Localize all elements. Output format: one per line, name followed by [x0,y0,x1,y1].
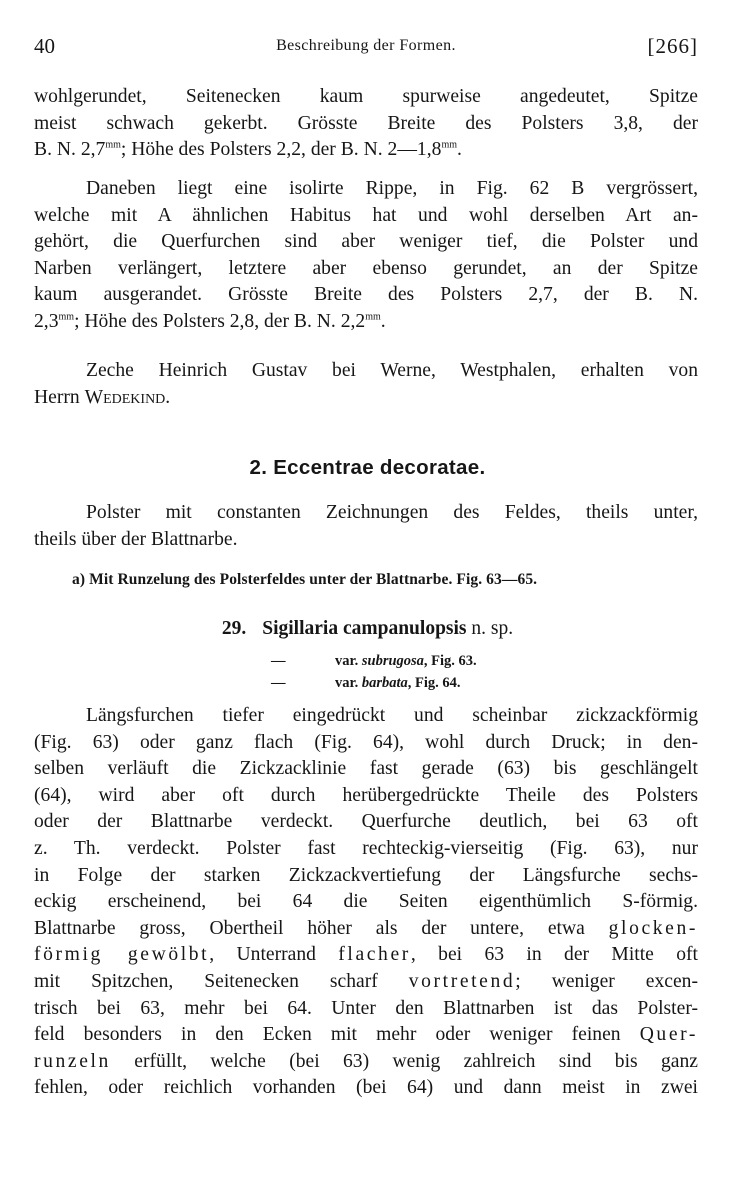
text-line: Narben verlängert, letztere aber ebenso gerundet, an der Spitze [34,257,698,279]
spaced-term: Quer- [639,1024,698,1046]
paragraph-section-intro [34,500,698,553]
running-title: Beschreibung der Formen. [276,37,456,54]
variety-name: subrugosa [361,653,424,669]
text-line: welche mit A ähnlichen Habitus hat und wohl derselben Art an- [34,204,698,226]
paragraph-continuation [34,84,698,164]
text-line: gehört, die Querfurchen sind aber weniger tief, die Polster und [34,231,698,253]
text-line: theils über der Blattnarbe. [34,528,238,550]
text-line: feld besonders in den Ecken mit mehr oder weniger feinen Quer- [34,1024,698,1046]
text-line: meist schwach gekerbt. Grösste Breite des Polsters 3,8, der [34,112,698,134]
section-heading: 2. Eccentrae decoratae. [249,456,486,479]
variety-name: barbata [361,675,408,691]
text-line: trisch bei 63, mehr bei 64. Unter den Blattnarben ist das Polster- [34,997,698,1019]
text-line: mit Spitzchen, Seitenecken scharf vortretend; weniger excen- [34,970,698,992]
spaced-term: flacher [338,944,411,966]
text-line: in Folge der starken Zickzackvertiefung der Längsfurche sechs- [34,864,698,886]
spaced-term: glocken- [608,917,698,939]
variety-line: — var. barbata, Fig. 64. [271,675,461,691]
text-line: kaum ausgerandet. Grösste Breite des Polsters 2,7, der B. N. [34,284,698,306]
paragraph-species-description [34,703,698,1102]
page-number: 40 [34,34,55,58]
text-line: eckig erscheinend, bei 64 die Seiten eigenthümlich S-förmig. [34,891,698,913]
text-line: (Fig. 63) oder ganz flach (Fig. 64), wohl durch Druck; in den- [34,731,698,753]
running-head [34,34,698,64]
paragraph-locality [34,358,698,411]
text-line: runzeln erfüllt, welche (bei 63) wenig zahlreich sind bis ganz [34,1050,698,1072]
text-line: förmig gewölbt, Unterrand flacher, bei 63 in der Mitte oft [34,944,698,966]
spaced-term: vortretend [408,970,516,992]
text-line: Daneben liegt eine isolirte Rippe, in Fig. 62 B vergrössert, [86,178,698,199]
text-line: Zeche Heinrich Gustav bei Werne, Westphalen, erhalten von [86,360,698,381]
text-line: Blattnarbe gross, Obertheil höher als der untere, etwa glocken- [34,917,698,939]
variety-line: — var. subrugosa, Fig. 63. [271,653,477,669]
subsection-heading: a) Mit Runzelung des Polsterfeldes unter der Blattnarbe. Fig. 63—65. [72,571,538,588]
species-name: Sigillaria campanulopsis [262,618,467,639]
species-heading [0,618,735,640]
paragraph-isolated-rib [34,176,698,336]
spaced-term: förmig gewölbt [34,944,210,966]
species-suffix: n. sp. [471,618,514,639]
text-line: selben verläuft die Zickzacklinie fast gerade (63) bis geschlängelt [34,758,698,780]
text-line: Herrn Wedekind. [34,386,171,408]
species-number: 29. [221,618,247,639]
text-line: z. Th. verdeckt. Polster fast rechteckig-vierseitig (Fig. 63), nur [34,837,698,859]
text-line: wohlgerundet, Seitenecken kaum spurweise angedeutet, Spitze [34,86,698,107]
text-line: fehlen, oder reichlich vorhanden (bei 64) und dann meist in zwei [34,1077,698,1099]
text-line: $2,3^{mm}$; Höhe des Polsters 2,8, der B. N. $2,2^{mm}$. [34,310,386,332]
spaced-term: runzeln [34,1050,111,1072]
bracket-page-number: [266] [647,34,698,58]
person-name: Wedekind [84,386,166,408]
text-line: Längsfurchen tiefer eingedrückt und scheinbar zickzackförmig [86,705,698,726]
text-line: oder der Blattnarbe verdeckt. Querfurche deutlich, bei 63 oft [34,811,698,833]
text-line: (64), wird aber oft durch herübergedrückte Theile des Polsters [34,784,698,806]
text-line: B. N. $2,7^{mm}$; Höhe des Polsters 2,2, der B. N. $2—1,8^{mm}$. [34,139,462,161]
text-line: Polster mit constanten Zeichnungen des Feldes, theils unter, [86,502,698,523]
